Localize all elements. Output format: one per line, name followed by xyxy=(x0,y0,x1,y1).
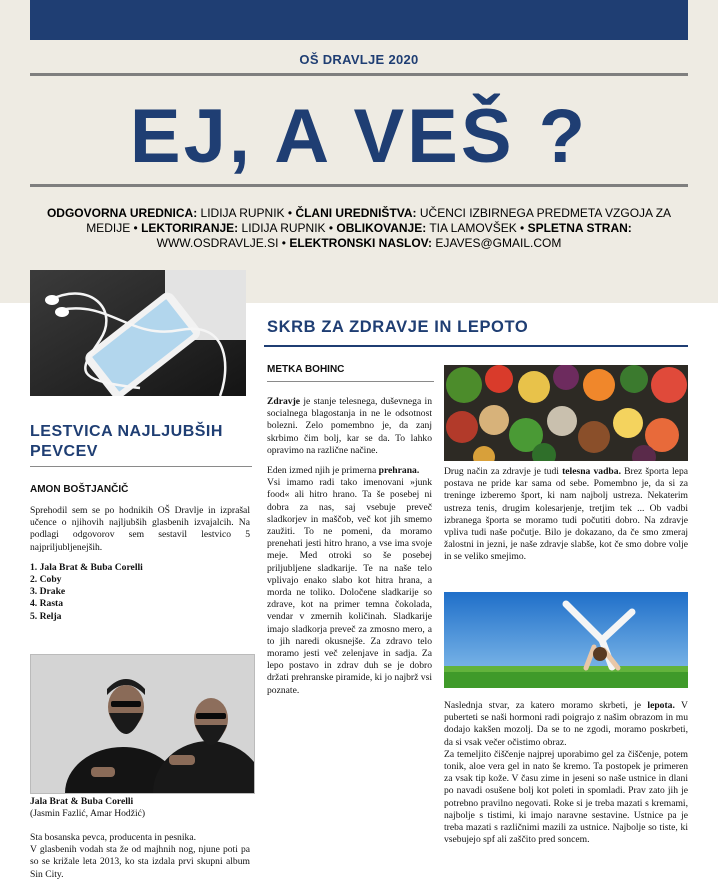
credits xyxy=(30,206,688,251)
credit-value: LIDIJA RUPNIK • xyxy=(197,206,296,220)
top-blue-bar xyxy=(30,0,688,40)
phone-earphones-photo xyxy=(30,270,246,396)
bold-term: prehrana. xyxy=(378,465,420,477)
bold-term: Zdravje xyxy=(267,396,301,407)
article-column-2a xyxy=(444,466,688,572)
intro-paragraph: Sprehodil sem se po hodnikih OŠ Dravlje in izprašal učence o njihovih najljubših glasbenih izvajalcih. Na podlagi odgovorov sem sestavil lestvico 5 najpriljubljenejših. xyxy=(30,505,250,553)
credit-label: ČLANI UREDNIŠTVA: xyxy=(295,206,417,220)
author-name: METKA BOHINC xyxy=(267,364,345,375)
ranking-article xyxy=(30,505,250,623)
singers-caption xyxy=(30,796,250,820)
text: Drug način za zdravje je tudi xyxy=(444,466,563,477)
list-item: 5. Relja xyxy=(30,610,62,622)
bold-term: telesna vadba. xyxy=(562,466,621,477)
text: Brez športa lepa postava ne pride kar sama od sebe. Pomembno je, da si za treninge izberemo šport, ki nam najbolj ustreza. Nekaterim ustreza tenis, drugim kolesarjenje, tretjim tek ... Ob vadbi izbranega športa se moramo tudi počutiti dobro. Na zdravje vpliva tudi naše počutje. Bilo je dokazano, da če smo zmeraj žalostni in jezni, je naše zdravje slabše, kot če smo dobre volje in se veliko smejimo. xyxy=(444,466,689,563)
credit-label: ELEKTRONSKI NASLOV: xyxy=(289,236,432,250)
food-photo xyxy=(444,365,688,461)
paragraph xyxy=(444,466,688,564)
ranking-list xyxy=(30,562,250,623)
divider xyxy=(267,381,434,382)
paragraph: Za temeljito čiščenje najprej uporabimo gel za čiščenje, potem tonik, aloe vera gel in nato še kremo. Ta postopek je primeren za vsak tip kože. V času zime in jeseni so naše ustnice in dlani po navadi osušene bolj kot poleti in spomladi. Prav zato jih je potrebno pravilno negovati. Roke si je treba mazati s kremami, najbolje s tistimi, ki imajo naravne sestavine. Ustnice pa je treba mazati s različnimi mazili za ustnice. Najbolje so tiste, ki vsebujejo spf ali zaščito pred soncem. xyxy=(444,748,688,846)
divider xyxy=(264,345,688,347)
yoga-photo xyxy=(444,592,688,688)
bold-term: lepota. xyxy=(647,700,675,711)
credit-value: LIDIJA RUPNIK • xyxy=(238,221,337,235)
photo-subcaption: (Jasmin Fazlić, Amar Hodžić) xyxy=(30,808,146,820)
credit-value: TIA LAMOVŠEK • xyxy=(426,221,528,235)
divider-bottom xyxy=(30,184,688,187)
credit-value: UČENCI IZBIRNEGA PREDMETA VZGOJA ZA MEDIJE • xyxy=(86,206,672,235)
credit-label: SPLETNA STRAN: xyxy=(527,221,632,235)
masthead-title: EJ, A VEŠ ? xyxy=(129,94,589,179)
credit-label: OBLIKOVANJE: xyxy=(336,221,427,235)
paragraph xyxy=(267,396,432,457)
divider-top xyxy=(30,73,688,76)
credit-value: EJAVES@GMAIL.COM xyxy=(432,236,562,250)
text: je stanje telesnega, duševnega in socialnega blagostanja in ne le odsotnost bolezni. Zelo pomembno je, da zanj skrbimo čim bolj, kar se da. To lahko opravimo na različne načine. xyxy=(267,396,432,456)
list-item: 2. Coby xyxy=(30,574,62,586)
text: Eden izmed njih je primerna xyxy=(267,465,379,477)
article-column-1 xyxy=(267,396,432,705)
paragraph: Vsi imamo radi tako imenovani »junk food« ali hitro hrano. Ta še posebej ni dobra za nas, saj vsebuje preveč sladkorjev in maščob, več kot jih smemo zaužiti. To ne pomeni, da moramo prenehati jesti hitro hrano, a vse ima svoje meje. Med otroki so še posebej priljubljene sladkarije. Te na naše telo vplivajo enako slabo kot hitra hrana, a morda ne toliko. Določene sladkarije so zdrave, kot na primer temna čokolada, vendar v zmernih količinah. Sladkarije imajo sladkorja preveč za zmosno mero, a to jih naredi okusnejše. Za zdravo telo moramo jesti več zelenjave in sadja. Za lepo postavo in zdrav duh se je dobro držati prehranske piramide, ki jo najbrž vsi poznate. xyxy=(267,477,432,696)
article-heading: SKRB ZA ZDRAVJE IN LEPOTO xyxy=(267,318,529,336)
paragraph: Sta bosanska pevca, producenta in pesnika. xyxy=(30,832,196,843)
text: Naslednja stvar, za katero moramo skrbeti, je xyxy=(444,700,648,711)
list-item: 1. Jala Brat & Buba Corelli xyxy=(30,561,143,573)
author-name: AMON BOŠTJANČIČ xyxy=(30,484,129,495)
paragraph xyxy=(444,700,688,749)
credit-label: LEKTORIRANJE: xyxy=(141,221,239,235)
text: V puberteti se naši hormoni radi poigrajo z našim obrazom in mu dodajo kakšen mozolj. Da se to ne zgodi, moramo poskrbeti, da si vsak večer očistimo obraz. xyxy=(444,700,688,748)
school-label: OŠ DRAVLJE 2020 xyxy=(299,52,419,67)
credit-value: WWW.OSDRAVLJE.SI • xyxy=(156,236,290,250)
credit-label: ODGOVORNA UREDNICA: xyxy=(46,206,198,220)
paragraph: V glasbenih vodah sta že od majhnih nog, njune poti pa so se križale leta 2013, ko sta izdala prvi skupni album Sin City. xyxy=(30,844,250,880)
paragraph xyxy=(267,465,432,477)
list-item: 3. Drake xyxy=(30,586,66,598)
ranking-heading: LESTVICA NAJLJUBŠIH PEVCEV xyxy=(30,423,223,460)
photo-caption: Jala Brat & Buba Corelli xyxy=(30,796,134,807)
article-column-2b xyxy=(444,700,688,854)
singers-photo xyxy=(30,654,255,794)
divider xyxy=(30,466,252,467)
list-item: 4. Rasta xyxy=(30,598,64,610)
singers-text xyxy=(30,832,250,881)
